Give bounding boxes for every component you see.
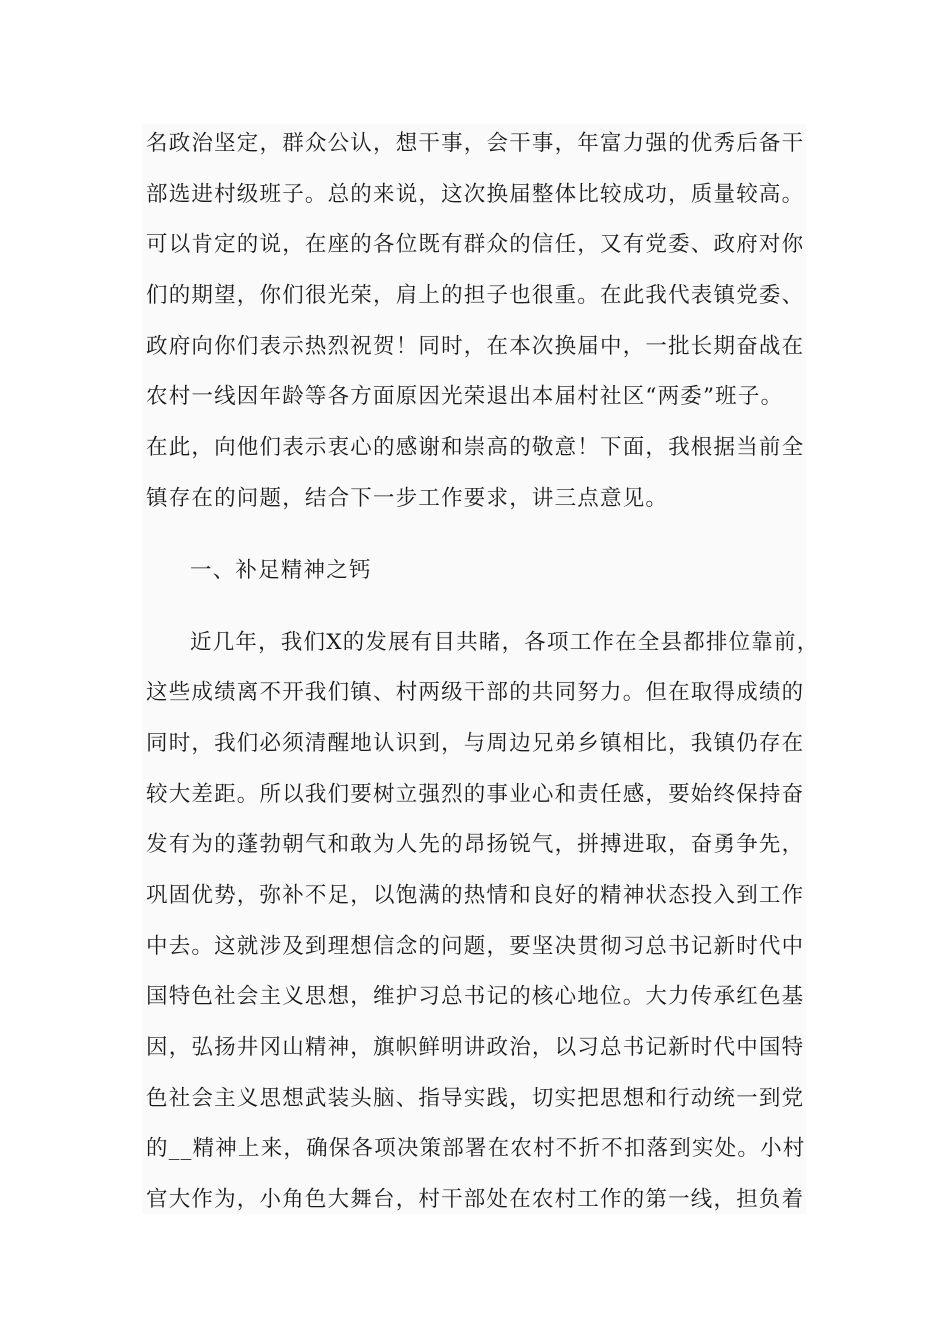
paragraph-line: 政府向你们表示热烈祝贺！同时，在本次换届中，一批长期奋战在 <box>146 334 805 359</box>
paragraph-line: 官大作为，小角色大舞台，村干部处在农村工作的第一线，担负着 <box>146 1187 805 1212</box>
paragraph-line: 中去。这就涉及到理想信念的问题，要坚决贯彻习总书记新时代中 <box>146 934 805 959</box>
paragraph-line: 同时，我们必须清醒地认识到，与周边兄弟乡镇相比，我镇仍存在 <box>146 731 805 756</box>
paragraph-line: 名政治坚定，群众公认，想干事，会干事，年富力强的优秀后备干 <box>146 131 805 156</box>
section-heading: 一、补足精神之钙 <box>190 558 372 583</box>
paragraph-line: 巩固优势，弥补不足，以饱满的热情和良好的精神状态投入到工作 <box>146 883 805 908</box>
paragraph-line: 们的期望，你们很光荣，肩上的担子也很重。在此我代表镇党委、 <box>146 283 805 308</box>
paragraph-line: 较大差距。所以我们要树立强烈的事业心和责任感，要始终保持奋 <box>146 782 805 807</box>
paragraph-line: 发有为的蓬勃朝气和敢为人先的昂扬锐气，拼搏进取，奋勇争先， <box>146 832 805 857</box>
paragraph-line: 部选进村级班子。总的来说，这次换届整体比较成功，质量较高。 <box>146 182 805 207</box>
paragraph-line: 因，弘扬井冈山精神，旗帜鲜明讲政治，以习总书记新时代中国特 <box>146 1035 805 1060</box>
paragraph-line: 国特色社会主义思想，维护习总书记的核心地位。大力传承红色基 <box>146 984 805 1009</box>
paragraph-line: 在此，向他们表示衷心的感谢和崇高的敬意！下面，我根据当前全 <box>146 435 805 460</box>
paragraph-line: 可以肯定的说，在座的各位既有群众的信任，又有党委、政府对你 <box>146 232 805 257</box>
paragraph-line: 农村一线因年龄等各方面原因光荣退出本届村社区“两委”班子。 <box>146 384 784 409</box>
paragraph-line: 的__精神上来，确保各项决策部署在农村不折不扣落到实处。小村 <box>146 1136 806 1161</box>
paragraph-line: 色社会主义思想武装头脑、指导实践，切实把思想和行动统一到党 <box>146 1086 805 1111</box>
paragraph-line: 近几年，我们X的发展有目共睹，各项工作在全县都排位靠前， <box>190 630 820 655</box>
paragraph-line: 镇存在的问题，结合下一步工作要求，讲三点意见。 <box>146 486 669 511</box>
paragraph-line: 这些成绩离不开我们镇、村两级干部的共同努力。但在取得成绩的 <box>146 680 805 705</box>
